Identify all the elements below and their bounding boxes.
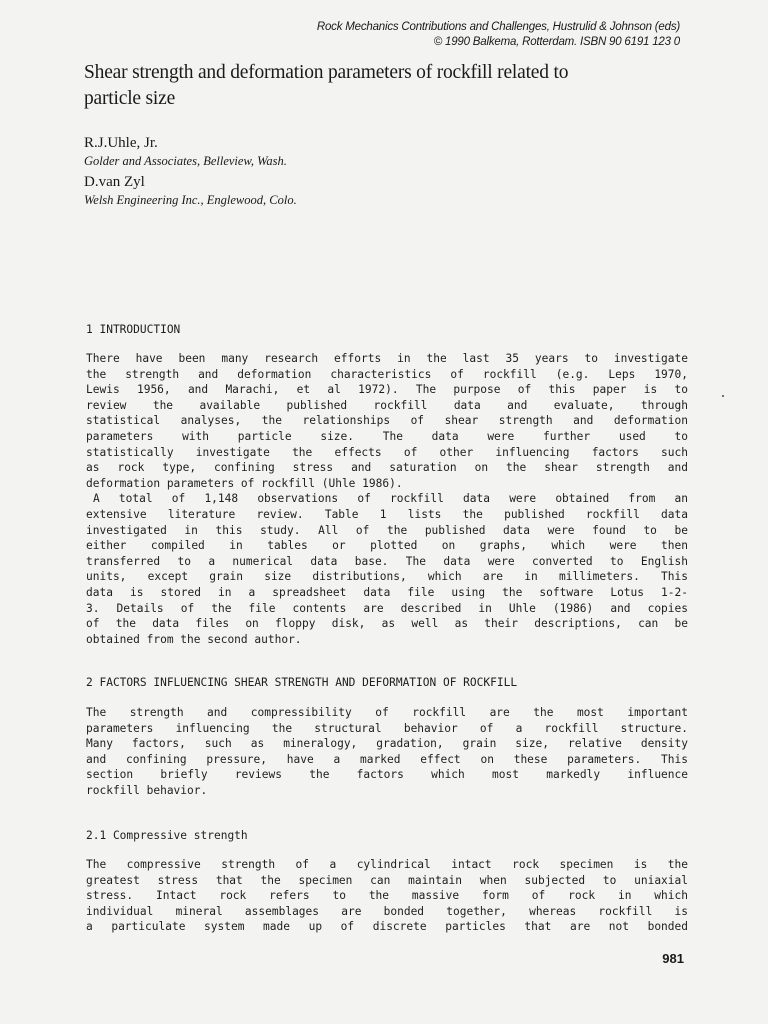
paper-title — [84, 60, 684, 112]
text-line: transferred to a numerical data base. The data were converted to English — [86, 554, 688, 568]
text-line: and confining pressure, have a marked effect on these parameters. This — [86, 752, 688, 766]
section-heading-compressive-strength: 2.1 Compressive strength — [86, 829, 248, 842]
text-line: stress. Intact rock refers to the massive form of rock in which — [86, 889, 688, 903]
factors-paragraph-1 — [86, 705, 688, 799]
text-line: data is stored in a spreadsheet data file using the software Lotus 1-2- — [86, 585, 688, 599]
text-line: section briefly reviews the factors which most markedly influence — [86, 768, 688, 782]
compressive-paragraph-1 — [86, 857, 688, 935]
author-affiliation: Golder and Associates, Belleview, Wash. — [84, 154, 287, 168]
scan-speck — [722, 395, 724, 397]
text-line: greatest stress that the specimen can maintain when subjected to uniaxial — [86, 873, 688, 887]
text-line: parameters with particle size. The data were further used to — [86, 429, 688, 443]
citation-header-line-1: Rock Mechanics Contributions and Challenges, Hustrulid & Johnson (eds) — [316, 21, 680, 33]
text-line: investigated in this study. All of the published data were found to be — [86, 523, 688, 537]
intro-paragraph-1 — [86, 351, 688, 491]
section-heading-factors: 2 FACTORS INFLUENCING SHEAR STRENGTH AND DEFORMATION OF ROCKFILL — [86, 676, 518, 689]
text-line: statistical analyses, the relationships of shear strength and deformation — [86, 414, 688, 428]
text-line: review the available published rockfill data and evaluate, through — [86, 398, 688, 412]
author-name: D.van Zyl — [84, 174, 145, 190]
text-line: Many factors, such as mineralogy, gradation, grain size, relative density — [86, 737, 688, 751]
text-line: rockfill behavior. — [86, 783, 208, 797]
text-line: statistically investigate the effects of other influencing factors such — [86, 445, 688, 459]
author-name: R.J.Uhle, Jr. — [84, 135, 158, 151]
title-line: particle size — [84, 88, 176, 109]
text-line: parameters influencing the structural behavior of a rockfill structure. — [86, 721, 688, 735]
page-number: 981 — [662, 951, 684, 966]
title-line: Shear strength and deformation parameters of rockfill related to — [84, 62, 569, 83]
text-line: The compressive strength of a cylindrical intact rock specimen is the — [86, 858, 688, 871]
text-line: either compiled in tables or plotted on graphs, which were then — [86, 539, 688, 553]
text-line: extensive literature review. Table 1 lists the published rockfill data — [86, 507, 688, 521]
text-line: 3. Details of the file contents are described in Uhle (1986) and copies — [86, 601, 688, 615]
text-line: deformation parameters of rockfill (Uhle 1986). — [86, 476, 403, 490]
text-line: The strength and compressibility of rockfill are the most important — [86, 706, 688, 719]
intro-paragraph-2 — [86, 491, 688, 647]
text-line: There have been many research efforts in the last 35 years to investigate — [86, 352, 688, 365]
text-line: Lewis 1956, and Marachi, et al 1972). The purpose of this paper is to — [86, 383, 688, 397]
text-line: A total of 1,148 observations of rockfill data were obtained from an — [93, 492, 688, 506]
section-heading-introduction: 1 INTRODUCTION — [86, 323, 181, 336]
text-line: of the data files on floppy disk, as well as their descriptions, can be — [86, 617, 688, 631]
text-line: individual mineral assemblages are bonded together, whereas rockfill is — [86, 904, 688, 918]
text-line: units, except grain size distributions, which are in millimeters. This — [86, 570, 688, 584]
author-affiliation: Welsh Engineering Inc., Englewood, Colo. — [84, 193, 297, 207]
text-line: as rock type, confining stress and saturation on the shear strength and — [86, 461, 688, 475]
text-line: a particulate system made up of discrete particles that are not bonded — [86, 920, 688, 934]
text-line: the strength and deformation characteristics of rockfill (e.g. Leps 1970, — [86, 367, 688, 381]
text-line: obtained from the second author. — [86, 632, 302, 646]
citation-header-line-2: © 1990 Balkema, Rotterdam. ISBN 90 6191 123 0 — [433, 36, 680, 48]
